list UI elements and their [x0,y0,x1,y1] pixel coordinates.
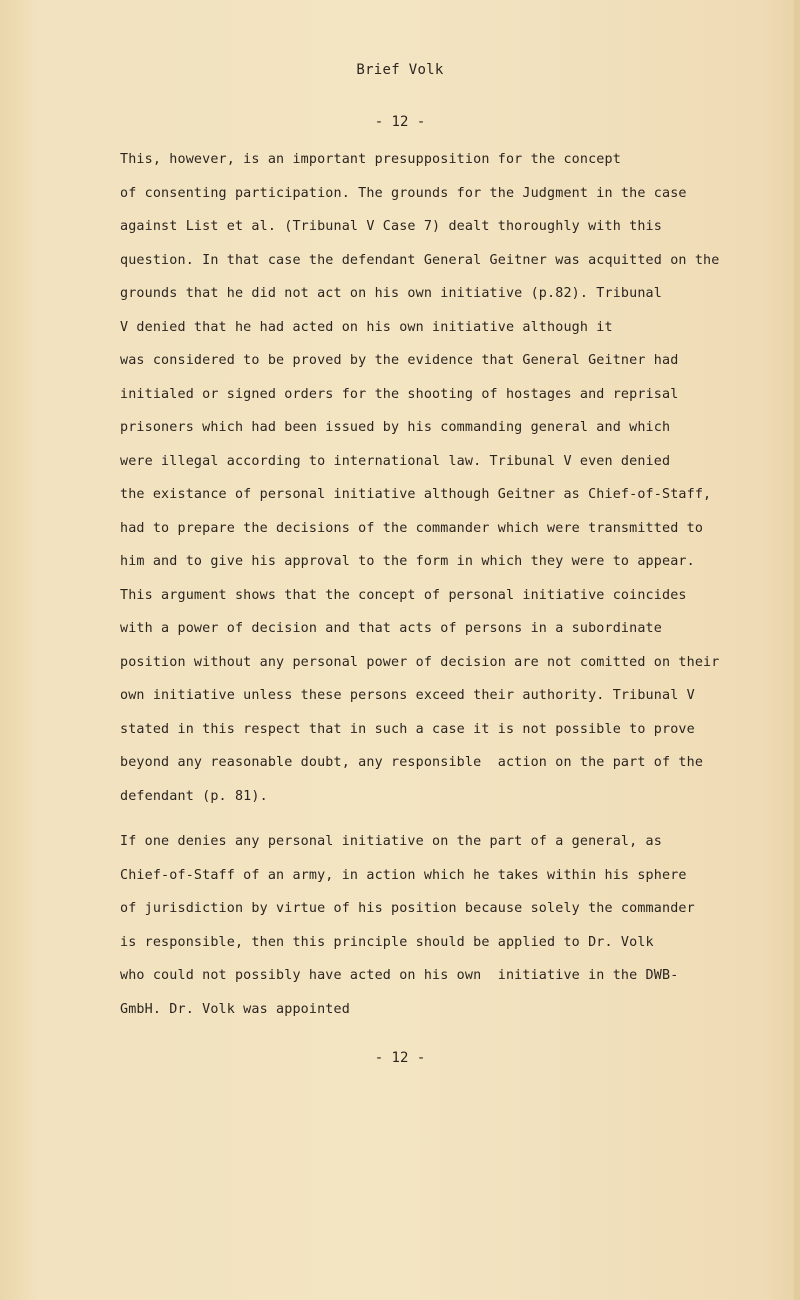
text-line: had to prepare the decisions of the commander which were transmitted to [120,520,704,536]
page-number-top: - 12 - [374,114,426,130]
text-line: V denied that he had acted on his own initiative although it [120,319,613,335]
text-line: beyond any reasonable doubt, any responsible action on the part of the [120,755,704,770]
text-line: Chief-of-Staff of an army, in action which he takes within his sphere [120,867,687,883]
text-line: question. In that case the defendant General Geitner was acquitted on the [120,252,720,268]
text-line: If one denies any personal initiative on the part of a general, as [120,834,662,849]
text-line: were illegal according to international law. Tribunal V even denied [120,453,671,469]
text-line: of jurisdiction by virtue of his position because solely the commander [120,901,695,916]
paragraph-gap [120,813,760,825]
paragraph-1 [120,143,760,813]
text-line: is responsible, then this principle should be applied to Dr. Volk [120,934,654,950]
text-line: position without any personal power of decision are not comitted on their [120,654,720,670]
body-text [120,143,760,1026]
text-line: This, however, is an important presupposition for the concept [120,152,621,167]
text-line: grounds that he did not act on his own initiative (p.82). Tribunal [120,286,662,301]
text-line: prisoners which had been issued by his commanding general and which [120,420,671,435]
text-line: defendant (p. 81). [120,788,268,804]
text-line: was considered to be proved by the evidence that General Geitner had [120,353,679,368]
text-line: own initiative unless these persons exceed their authority. Tribunal V [120,688,695,703]
page-number-bottom: - 12 - [374,1050,426,1066]
document-header: Brief Volk [356,62,444,78]
text-line: against List et al. (Tribunal V Case 7) dealt thoroughly with this [120,219,662,234]
text-line: GmbH. Dr. Volk was appointed [120,1001,350,1017]
text-line: initialed or signed orders for the shooting of hostages and reprisal [120,386,679,402]
text-line: of consenting participation. The grounds for the Judgment in the case [120,185,687,201]
page-edge-shading [794,0,800,1300]
text-line: stated in this respect that in such a case it is not possible to prove [120,721,695,737]
text-line: him and to give his approval to the form in which they were to appear. [120,554,695,569]
text-line: who could not possibly have acted on his own initiative in the DWB- [120,968,679,983]
paragraph-2 [120,825,760,1026]
text-line: This argument shows that the concept of personal initiative coincides [120,587,687,603]
text-line: the existance of personal initiative although Geitner as Chief-of-Staff, [120,487,712,502]
text-line: with a power of decision and that acts of persons in a subordinate [120,621,662,636]
